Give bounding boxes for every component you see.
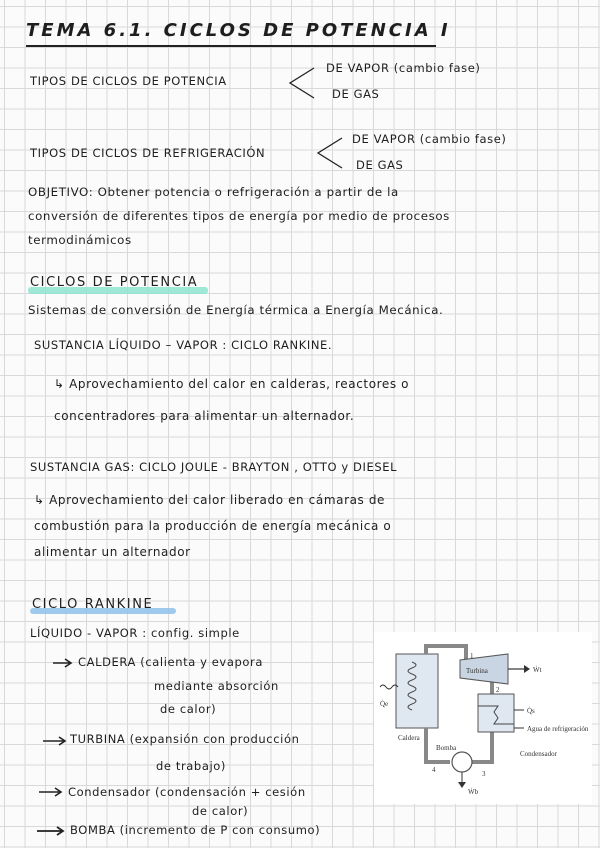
pipe-condenser-pump	[472, 732, 492, 762]
arrow-icon	[38, 787, 64, 797]
refrig-cycles-label: TIPOS DE CICLOS DE REFRIGERACIÓN	[30, 146, 266, 160]
gas-detail-1: ↳ Aprovechamiento del calor liberado en cámaras de	[34, 493, 386, 507]
liquid-detail-2: concentradores para alimentar un alternador.	[54, 409, 355, 423]
turbine-work-label: Ẇt	[533, 666, 542, 674]
work-in-arrow	[458, 782, 466, 788]
state-4-label: 4	[432, 766, 436, 774]
pump-work-label: Ẇb	[468, 788, 479, 796]
caldera-line-2: mediante absorción	[154, 679, 279, 693]
gas-line: SUSTANCIA GAS: CICLO JOULE - BRAYTON , OTTO y DIESEL	[30, 460, 398, 474]
condenser-label: Condensador	[520, 750, 557, 758]
liquid-vapor-line: SUSTANCIA LÍQUIDO – VAPOR : CICLO RANKINE.	[34, 338, 333, 352]
caldera-line-3: de calor)	[160, 702, 217, 716]
refrig-option-gas: DE GAS	[356, 158, 404, 172]
caldera-line-1: CALDERA (calienta y evapora	[78, 655, 263, 669]
heat-in-label: Q̇e	[380, 700, 389, 708]
arrow-icon	[42, 736, 68, 746]
liquid-detail-1: ↳ Aprovechamiento del calor en calderas, reactores o	[54, 377, 410, 391]
power-option-gas: DE GAS	[332, 87, 380, 101]
bomba-line-1: BOMBA (incremento de P con consumo)	[70, 823, 321, 837]
state-2-label: 2	[496, 686, 500, 694]
boiler-shape	[396, 654, 438, 728]
boiler-label: Caldera	[398, 734, 420, 742]
gas-detail-3: alimentar un alternador	[34, 545, 191, 559]
heat-in-wave	[380, 685, 398, 689]
arrow-icon	[52, 658, 74, 668]
objective-line-2: conversión de diferentes tipos de energía por medio de procesos	[28, 209, 450, 223]
cooling-water-label: Agua de refrigeración	[527, 725, 589, 733]
rankine-intro: LÍQUIDO - VAPOR : config. simple	[30, 626, 240, 640]
turbina-line-1: TURBINA (expansión con producción	[70, 732, 300, 746]
refrig-option-vapor: DE VAPOR (cambio fase)	[352, 132, 507, 146]
pump-label: Bomba	[436, 744, 457, 752]
gas-detail-2: combustión para la producción de energía mecánica o	[34, 519, 392, 533]
state-1-label: 1	[470, 652, 474, 660]
arrow-icon	[36, 826, 66, 836]
power-option-vapor: DE VAPOR (cambio fase)	[326, 61, 481, 75]
power-cycles-label: TIPOS DE CICLOS DE POTENCIA	[30, 74, 227, 88]
power-definition: Sistemas de conversión de Energía térmica a Energía Mecánica.	[28, 303, 444, 317]
condensador-line-2: de calor)	[192, 804, 249, 818]
objective-line-3: termodinámicos	[28, 233, 132, 247]
rankine-heading: CICLO RANKINE	[32, 597, 154, 612]
turbine-label: Turbina	[466, 667, 488, 675]
objective-line-1: OBJETIVO: Obtener potencia o refrigeración a partir de la	[28, 185, 399, 199]
condenser-shape	[478, 694, 514, 732]
work-out-arrow	[524, 665, 530, 673]
turbina-line-2: de trabajo)	[156, 759, 226, 773]
page-title: TEMA 6.1. CICLOS DE POTENCIA I	[26, 20, 451, 41]
power-cycles-brace	[286, 64, 316, 102]
state-3-label: 3	[482, 770, 486, 778]
condensador-line-1: Condensador (condensación + cesión	[68, 785, 306, 799]
heat-out-label: Q̇s	[527, 707, 535, 715]
pump-shape	[452, 752, 472, 772]
title-underline	[26, 45, 436, 47]
power-heading: CICLOS DE POTENCIA	[30, 275, 199, 290]
refrig-cycles-brace	[314, 134, 344, 172]
rankine-cycle-diagram	[374, 632, 592, 804]
